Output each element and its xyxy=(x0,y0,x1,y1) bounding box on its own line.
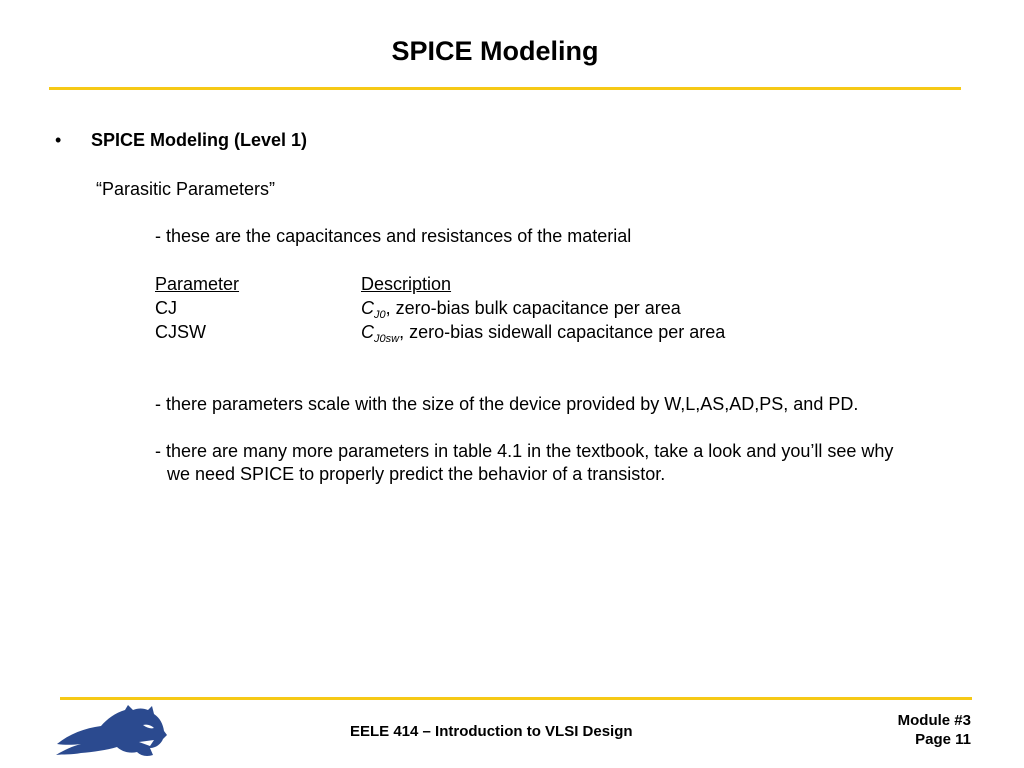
title-divider xyxy=(49,87,961,90)
subheading: “Parasitic Parameters” xyxy=(96,179,276,199)
symbol: C xyxy=(361,322,374,342)
bobcat-logo-icon xyxy=(55,704,170,759)
description-text: , zero-bias bulk capacitance per area xyxy=(385,298,681,318)
table-row-desc xyxy=(361,297,681,319)
table-row-param: CJ xyxy=(155,298,177,318)
footer-divider xyxy=(60,697,972,700)
symbol: C xyxy=(361,298,374,318)
body-line-3a: - there are many more parameters in table 4.1 in the textbook, take a look and you’ll see why xyxy=(155,441,894,461)
description-text: , zero-bias sidewall capacitance per area xyxy=(399,322,726,342)
table-row-param: CJSW xyxy=(155,322,206,342)
body-line-2: - there parameters scale with the size of the device provided by W,L,AS,AD,PS, and PD. xyxy=(155,394,859,414)
body-line-3b: we need SPICE to properly predict the behavior of a transistor. xyxy=(167,464,666,484)
table-row-desc xyxy=(361,321,725,343)
table-header-parameter: Parameter xyxy=(155,274,240,294)
slide-title: SPICE Modeling xyxy=(391,36,599,66)
bullet-icon: • xyxy=(55,130,62,150)
footer-module: Module #3 xyxy=(897,712,971,729)
footer-page-number: Page 11 xyxy=(915,731,971,748)
bullet-heading: SPICE Modeling (Level 1) xyxy=(91,130,308,150)
footer-course: EELE 414 – Introduction to VLSI Design xyxy=(350,723,633,740)
table-header-description: Description xyxy=(361,274,452,294)
body-line-1: - these are the capacitances and resistances of the material xyxy=(155,226,632,246)
symbol-subscript: J0sw xyxy=(374,333,400,345)
symbol-subscript: J0 xyxy=(374,309,386,321)
